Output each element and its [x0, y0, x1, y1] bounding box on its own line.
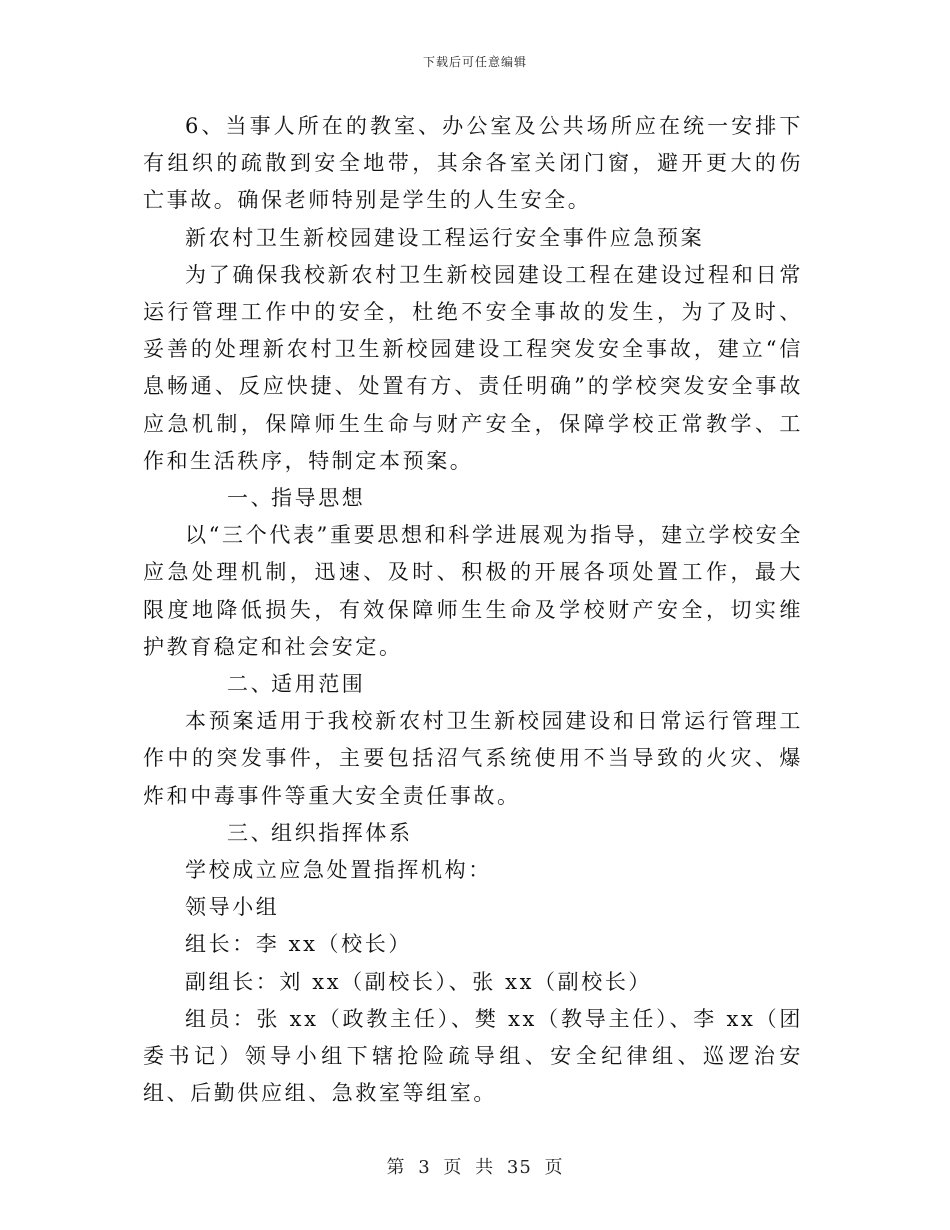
- paragraph-leadership-group: 领导小组: [185, 895, 280, 920]
- footer-ye2: 页: [544, 1157, 564, 1178]
- paragraph-scope: 本预案适用于我校新农村卫生新校园建设和日常运行管理工作中的突发事件，主要包括沼气系统使用不当导致的火灾、爆炸和中毒事件等重大安全责任事故。: [143, 709, 803, 808]
- paragraph-guiding-ideology: 以“三个代表”重要思想和科学进展观为指导，建立学校安全应急处理机制，迅速、及时、积极的开展各项处置工作，最大限度地降低损失，有效保障师生生命及学校财产安全，切实维护教育稳定和社会安定。: [143, 523, 803, 659]
- footer-gong: 共: [475, 1157, 495, 1178]
- footer-total-pages: 35: [506, 1157, 532, 1178]
- footer-di: 第: [386, 1157, 406, 1178]
- heading-number: 二、: [227, 672, 275, 697]
- paragraph-group-leader: 组长：李 xx（校长）: [185, 932, 412, 957]
- page-footer: [0, 1153, 950, 1179]
- paragraph-command-body: 学校成立应急处置指挥机构：: [185, 858, 492, 883]
- heading-text: 组织指挥体系: [271, 820, 413, 845]
- paragraph-members: 组员：张 xx（政教主任）、樊 xx（教导主任）、李 xx（团委书记）领导小组下辖抢险疏导组、安全纪律组、巡逻治安组、后勤供应组、急救室等组室。: [143, 1006, 803, 1106]
- heading-command-system: [143, 815, 803, 852]
- heading-guiding-ideology: [143, 480, 803, 517]
- footer-page-number: 3: [418, 1157, 431, 1178]
- heading-number: 一、: [227, 486, 275, 511]
- paragraph-evacuation: 6、当事人所在的教室、办公室及公共场所应在统一安排下有组织的疏散到安全地带，其余各室关闭门窗，避开更大的伤亡事故。确保老师特别是学生的人生安全。: [143, 114, 803, 213]
- document-body: [143, 108, 803, 1112]
- paragraph-deputy-leaders: 副组长：刘 xx（副校长）、张 xx（副校长）: [185, 969, 653, 994]
- page-header: 下载后可任意编辑: [422, 55, 527, 69]
- section-title: 新农村卫生新校园建设工程运行安全事件应急预案: [185, 225, 705, 250]
- footer-ye: 页: [443, 1157, 463, 1178]
- heading-scope: [143, 666, 803, 703]
- heading-text: 适用范围: [271, 672, 366, 697]
- heading-text: 指导思想: [271, 486, 366, 511]
- heading-number: 三、: [227, 820, 275, 845]
- paragraph-purpose: 为了确保我校新农村卫生新校园建设工程在建设过程和日常运行管理工作中的安全，杜绝不安全事故的发生，为了及时、妥善的处理新农村卫生新校园建设工程突发安全事故，建立“信息畅通、反应快捷、处置有方、责任明确”的学校突发安全事故应急机制，保障师生生命与财产安全，保障学校正常教学、工作和生活秩序，特制定本预案。: [143, 262, 803, 473]
